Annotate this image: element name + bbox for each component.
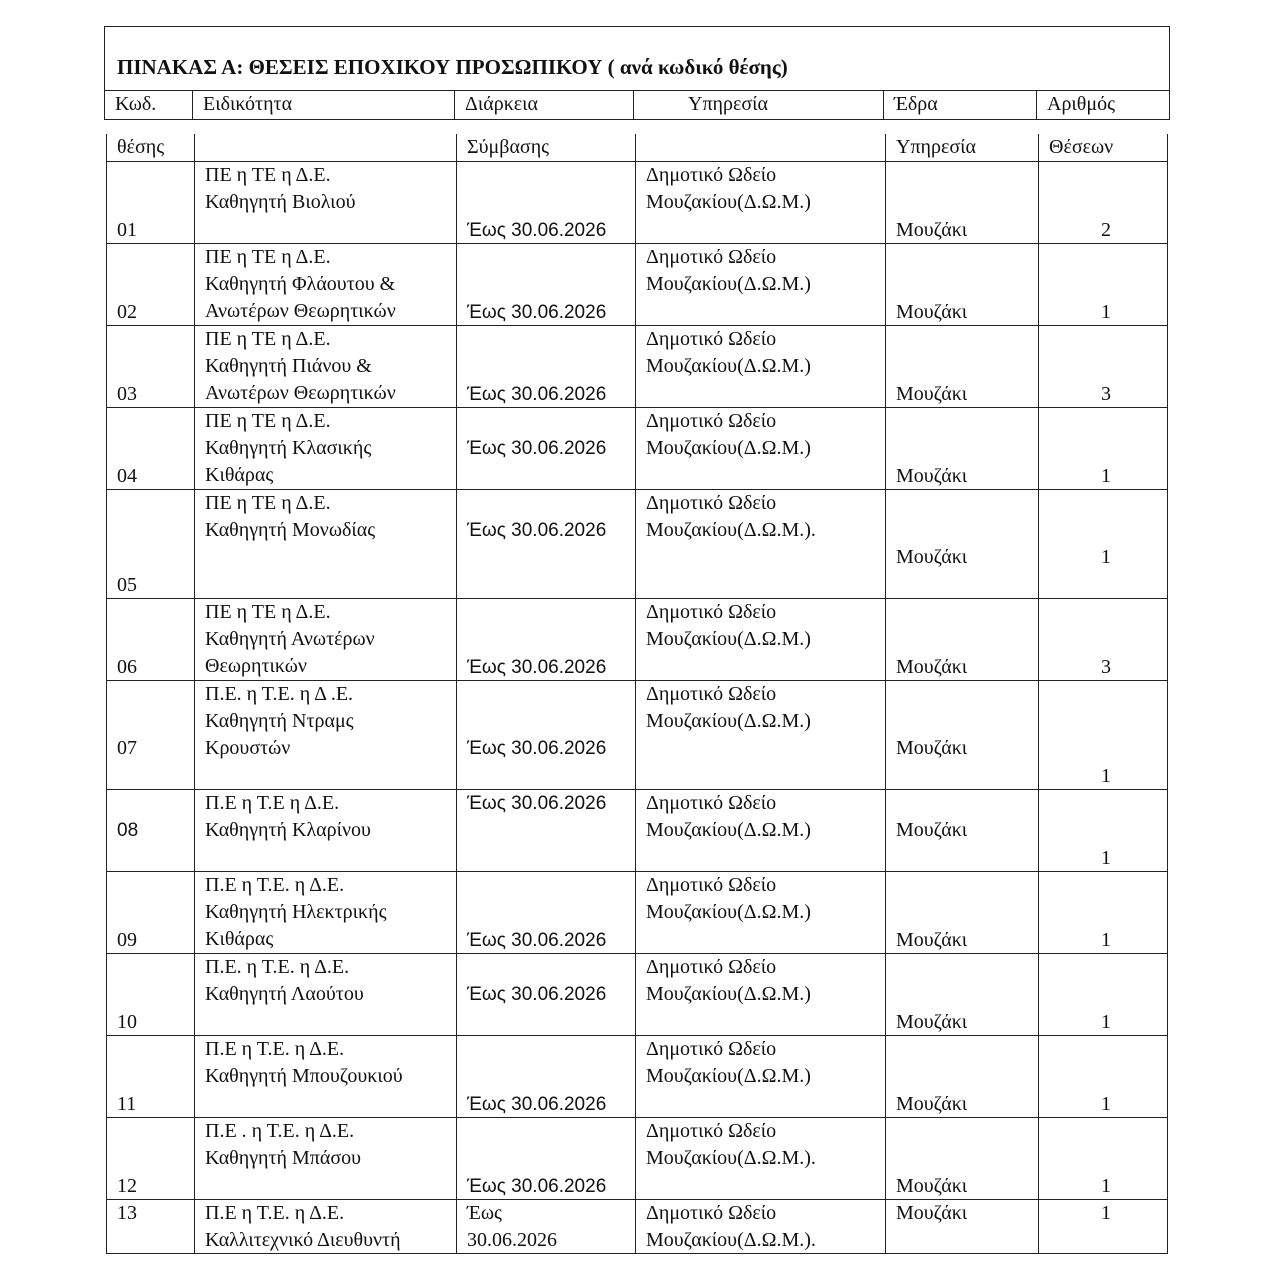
specialty-line: Π.Ε . η Τ.Ε. η Δ.Ε. <box>205 1120 355 1142</box>
cell-count <box>1039 790 1169 871</box>
duration-line: 30.06.2026 <box>467 1229 557 1251</box>
positions-table <box>106 134 1168 1254</box>
header-row-bottom <box>107 134 1167 161</box>
service-line: Μουζακίου(Δ.Ω.Μ.). <box>646 1147 816 1169</box>
specialty-line: Καθηγητή Πιάνου & <box>205 355 372 377</box>
cell-service <box>636 490 886 598</box>
count-text: 3 <box>1101 656 1111 678</box>
code-text: 12 <box>117 1175 137 1197</box>
cell-seat <box>886 790 1039 871</box>
specialty-line: Καθηγητή Βιολιού <box>205 191 356 213</box>
cell-duration <box>457 872 636 953</box>
header-seat: Έδρα <box>884 91 1037 119</box>
header-count: Αριθμός <box>1047 93 1116 115</box>
cell-code <box>107 244 195 325</box>
specialty-line: Κιθάρας <box>205 464 274 486</box>
specialty-line: Ανωτέρων Θεωρητικών <box>205 300 396 322</box>
cell-specialty <box>195 1200 457 1253</box>
duration-text: Έως 30.06.2026 <box>467 793 607 814</box>
duration-text: Έως 30.06.2026 <box>467 438 607 459</box>
seat-text: Μουζάκι <box>896 546 968 568</box>
cell-duration <box>457 162 636 243</box>
specialty-line: Καθηγητή Μονωδίας <box>205 519 376 541</box>
code-text: 01 <box>117 219 137 241</box>
cell-service <box>636 954 886 1035</box>
table-row <box>107 1035 1167 1117</box>
cell-specialty <box>195 162 457 243</box>
header-service-sub <box>636 134 886 161</box>
code-text: 03 <box>117 383 137 405</box>
specialty-line: Καλλιτεχνικό Διευθυντή <box>205 1229 401 1251</box>
cell-duration <box>457 408 636 489</box>
cell-service <box>636 872 886 953</box>
table-row <box>107 680 1167 789</box>
specialty-line: Καθηγητή Κλασικής <box>205 437 372 459</box>
specialty-line: Π.Ε η Τ.Ε η Δ.Ε. <box>205 792 340 814</box>
header-service: Υπηρεσία <box>634 91 884 119</box>
specialty-line: ΠΕ η ΤΕ η Δ.Ε. <box>205 246 331 268</box>
cell-service <box>636 1036 886 1117</box>
cell-service <box>636 790 886 871</box>
service-line: Μουζακίου(Δ.Ω.Μ.) <box>646 191 811 213</box>
table-row <box>107 598 1167 680</box>
specialty-line: Π.Ε η Τ.Ε. η Δ.Ε. <box>205 874 345 896</box>
service-line: Δημοτικό Ωδείο <box>646 328 777 350</box>
cell-service <box>636 1118 886 1199</box>
cell-count <box>1039 1200 1169 1253</box>
seat-text: Μουζάκι <box>896 819 968 841</box>
service-line: Μουζακίου(Δ.Ω.Μ.). <box>646 1229 816 1251</box>
header-specialty-sub <box>195 134 457 161</box>
code-text: 04 <box>117 465 137 487</box>
specialty-line: ΠΕ η ΤΕ η Δ.Ε. <box>205 601 331 623</box>
cell-code <box>107 954 195 1035</box>
cell-duration <box>457 954 636 1035</box>
count-text: 1 <box>1101 1175 1111 1197</box>
specialty-line: Καθηγητή Μπάσου <box>205 1147 362 1169</box>
header-seat-sub: Υπηρεσία <box>886 134 1039 161</box>
cell-count <box>1039 681 1169 789</box>
cell-duration <box>457 681 636 789</box>
table-row <box>107 325 1167 407</box>
service-line: Μουζακίου(Δ.Ω.Μ.) <box>646 710 811 732</box>
service-line: Δημοτικό Ωδείο <box>646 164 777 186</box>
table-row <box>107 789 1167 871</box>
duration-line: Έως <box>467 1202 502 1224</box>
cell-seat <box>886 872 1039 953</box>
cell-code <box>107 162 195 243</box>
cell-service <box>636 1200 886 1253</box>
count-text: 1 <box>1101 546 1111 568</box>
cell-service <box>636 408 886 489</box>
count-text: 1 <box>1101 1011 1111 1033</box>
cell-duration <box>457 1036 636 1117</box>
cell-count <box>1039 408 1169 489</box>
cell-specialty <box>195 1036 457 1117</box>
service-line: Μουζακίου(Δ.Ω.Μ.) <box>646 437 811 459</box>
cell-specialty <box>195 408 457 489</box>
service-line: Δημοτικό Ωδείο <box>646 1038 777 1060</box>
duration-text: Έως 30.06.2026 <box>467 220 607 241</box>
cell-specialty <box>195 872 457 953</box>
duration-text: Έως 30.06.2026 <box>467 520 607 541</box>
specialty-line: Καθηγητή Κλαρίνου <box>205 819 371 841</box>
service-line: Δημοτικό Ωδείο <box>646 246 777 268</box>
count-text: 1 <box>1101 929 1111 951</box>
service-line: Δημοτικό Ωδείο <box>646 1202 777 1224</box>
code-text: 08 <box>117 820 139 841</box>
duration-text: Έως 30.06.2026 <box>467 930 607 951</box>
service-line: Μουζακίου(Δ.Ω.Μ.) <box>646 628 811 650</box>
table-row <box>107 243 1167 325</box>
cell-code <box>107 790 195 871</box>
code-text: 07 <box>117 737 137 759</box>
cell-duration <box>457 1200 636 1253</box>
cell-code <box>107 872 195 953</box>
cell-duration <box>457 490 636 598</box>
cell-seat <box>886 954 1039 1035</box>
count-text: 1 <box>1101 301 1111 323</box>
cell-code <box>107 681 195 789</box>
code-text: 05 <box>117 574 137 596</box>
specialty-line: Π.Ε η Τ.Ε. η Δ.Ε. <box>205 1202 345 1224</box>
table-row <box>107 871 1167 953</box>
cell-count <box>1039 244 1169 325</box>
cell-count <box>1039 1036 1169 1117</box>
header-code: Κωδ. <box>105 91 193 119</box>
count-text: 1 <box>1101 765 1111 787</box>
cell-code <box>107 599 195 680</box>
header-code-sub: θέσης <box>107 134 195 161</box>
code-text: 02 <box>117 301 137 323</box>
cell-specialty <box>195 599 457 680</box>
specialty-line: ΠΕ η ΤΕ η Δ.Ε. <box>205 492 331 514</box>
specialty-line: Π.Ε. η Τ.Ε. η Δ.Ε. <box>205 956 350 978</box>
header-duration: Διάρκεια <box>455 91 634 119</box>
seat-text: Μουζάκι <box>896 219 968 241</box>
cell-code <box>107 408 195 489</box>
cell-seat <box>886 408 1039 489</box>
service-line: Δημοτικό Ωδείο <box>646 601 777 623</box>
cell-code <box>107 1118 195 1199</box>
service-line: Δημοτικό Ωδείο <box>646 1120 777 1142</box>
duration-text: Έως 30.06.2026 <box>467 1176 607 1197</box>
specialty-line: Καθηγητή Μπουζουκιού <box>205 1065 403 1087</box>
specialty-line: Κιθάρας <box>205 928 274 950</box>
table-row <box>107 1199 1167 1253</box>
code-text: 13 <box>117 1202 137 1224</box>
table-row <box>107 161 1167 243</box>
service-line: Μουζακίου(Δ.Ω.Μ.) <box>646 355 811 377</box>
header-count-sub: Θέσεων <box>1049 136 1114 158</box>
specialty-line: Καθηγητή Λαούτου <box>205 983 364 1005</box>
seat-text: Μουζάκι <box>896 1093 968 1115</box>
cell-duration <box>457 326 636 407</box>
table-row <box>107 407 1167 489</box>
cell-seat <box>886 1118 1039 1199</box>
cell-specialty <box>195 954 457 1035</box>
count-text: 3 <box>1101 383 1111 405</box>
count-text: 1 <box>1101 1202 1111 1224</box>
service-line: Μουζακίου(Δ.Ω.Μ.) <box>646 983 811 1005</box>
service-line: Δημοτικό Ωδείο <box>646 956 777 978</box>
specialty-line: ΠΕ η ΤΕ η Δ.Ε. <box>205 164 331 186</box>
specialty-line: Π.Ε η Τ.Ε. η Δ.Ε. <box>205 1038 345 1060</box>
code-text: 10 <box>117 1011 137 1033</box>
cell-count <box>1039 954 1169 1035</box>
cell-seat <box>886 244 1039 325</box>
duration-text: Έως 30.06.2026 <box>467 302 607 323</box>
header-specialty: Ειδικότητα <box>193 91 455 119</box>
cell-service <box>636 599 886 680</box>
code-text: 09 <box>117 929 137 951</box>
count-text: 2 <box>1101 219 1111 241</box>
cell-count <box>1039 599 1169 680</box>
specialty-line: Π.Ε. η Τ.Ε. η Δ .Ε. <box>205 683 354 705</box>
seat-text: Μουζάκι <box>896 383 968 405</box>
specialty-line: Καθηγητή Φλάουτου & <box>205 273 396 295</box>
specialty-line: Καθηγητή Ντραμς <box>205 710 354 732</box>
cell-specialty <box>195 681 457 789</box>
seat-text: Μουζάκι <box>896 465 968 487</box>
cell-specialty <box>195 1118 457 1199</box>
specialty-line: ΠΕ η ΤΕ η Δ.Ε. <box>205 410 331 432</box>
count-text: 1 <box>1101 465 1111 487</box>
seat-text: Μουζάκι <box>896 656 968 678</box>
cell-service <box>636 162 886 243</box>
cell-specialty <box>195 790 457 871</box>
cell-count <box>1039 872 1169 953</box>
service-line: Δημοτικό Ωδείο <box>646 683 777 705</box>
specialty-line: Κρουστών <box>205 737 291 759</box>
count-text: 1 <box>1101 1093 1111 1115</box>
seat-text: Μουζάκι <box>896 929 968 951</box>
cell-seat <box>886 162 1039 243</box>
cell-code <box>107 1200 195 1253</box>
cell-specialty <box>195 326 457 407</box>
cell-seat <box>886 681 1039 789</box>
table-title-box <box>104 26 1170 90</box>
code-text: 06 <box>117 656 137 678</box>
cell-seat <box>886 599 1039 680</box>
service-line: Μουζακίου(Δ.Ω.Μ.) <box>646 901 811 923</box>
cell-count <box>1039 162 1169 243</box>
seat-text: Μουζάκι <box>896 1175 968 1197</box>
table-row <box>107 489 1167 598</box>
cell-seat <box>886 490 1039 598</box>
service-line: Δημοτικό Ωδείο <box>646 792 777 814</box>
count-text: 1 <box>1101 847 1111 869</box>
duration-text: Έως 30.06.2026 <box>467 984 607 1005</box>
specialty-line: ΠΕ η ΤΕ η Δ.Ε. <box>205 328 331 350</box>
cell-seat <box>886 1200 1039 1253</box>
specialty-line: Ανωτέρων Θεωρητικών <box>205 382 396 404</box>
service-line: Δημοτικό Ωδείο <box>646 492 777 514</box>
table-row <box>107 953 1167 1035</box>
service-line: Μουζακίου(Δ.Ω.Μ.) <box>646 819 811 841</box>
cell-specialty <box>195 244 457 325</box>
cell-service <box>636 681 886 789</box>
cell-code <box>107 1036 195 1117</box>
cell-duration <box>457 790 636 871</box>
cell-duration <box>457 599 636 680</box>
seat-text: Μουζάκι <box>896 301 968 323</box>
code-text: 11 <box>117 1093 137 1115</box>
service-line: Μουζακίου(Δ.Ω.Μ.). <box>646 519 816 541</box>
cell-service <box>636 244 886 325</box>
cell-service <box>636 326 886 407</box>
seat-text: Μουζάκι <box>896 1202 968 1224</box>
specialty-line: Καθηγητή Ανωτέρων <box>205 628 375 650</box>
cell-duration <box>457 1118 636 1199</box>
cell-duration <box>457 244 636 325</box>
duration-text: Έως 30.06.2026 <box>467 738 607 759</box>
service-line: Μουζακίου(Δ.Ω.Μ.) <box>646 1065 811 1087</box>
specialty-line: Θεωρητικών <box>205 655 307 677</box>
duration-text: Έως 30.06.2026 <box>467 1094 607 1115</box>
specialty-line: Καθηγητή Ηλεκτρικής <box>205 901 387 923</box>
table-title: ΠΙΝΑΚΑΣ Α: ΘΕΣΕΙΣ ΕΠΟΧΙΚΟΥ ΠΡΟΣΩΠΙΚΟΥ ( ανά κωδικό θέσης) <box>117 55 788 79</box>
cell-count <box>1039 490 1169 598</box>
duration-text: Έως 30.06.2026 <box>467 657 607 678</box>
duration-text: Έως 30.06.2026 <box>467 384 607 405</box>
service-line: Δημοτικό Ωδείο <box>646 410 777 432</box>
header-duration-sub: Σύμβασης <box>457 134 636 161</box>
cell-seat <box>886 326 1039 407</box>
cell-code <box>107 490 195 598</box>
cell-count <box>1039 1118 1169 1199</box>
cell-specialty <box>195 490 457 598</box>
seat-text: Μουζάκι <box>896 737 968 759</box>
table-row <box>107 1117 1167 1199</box>
cell-count <box>1039 326 1169 407</box>
cell-code <box>107 326 195 407</box>
service-line: Δημοτικό Ωδείο <box>646 874 777 896</box>
service-line: Μουζακίου(Δ.Ω.Μ.) <box>646 273 811 295</box>
header-row-top <box>104 90 1170 120</box>
seat-text: Μουζάκι <box>896 1011 968 1033</box>
cell-seat <box>886 1036 1039 1117</box>
